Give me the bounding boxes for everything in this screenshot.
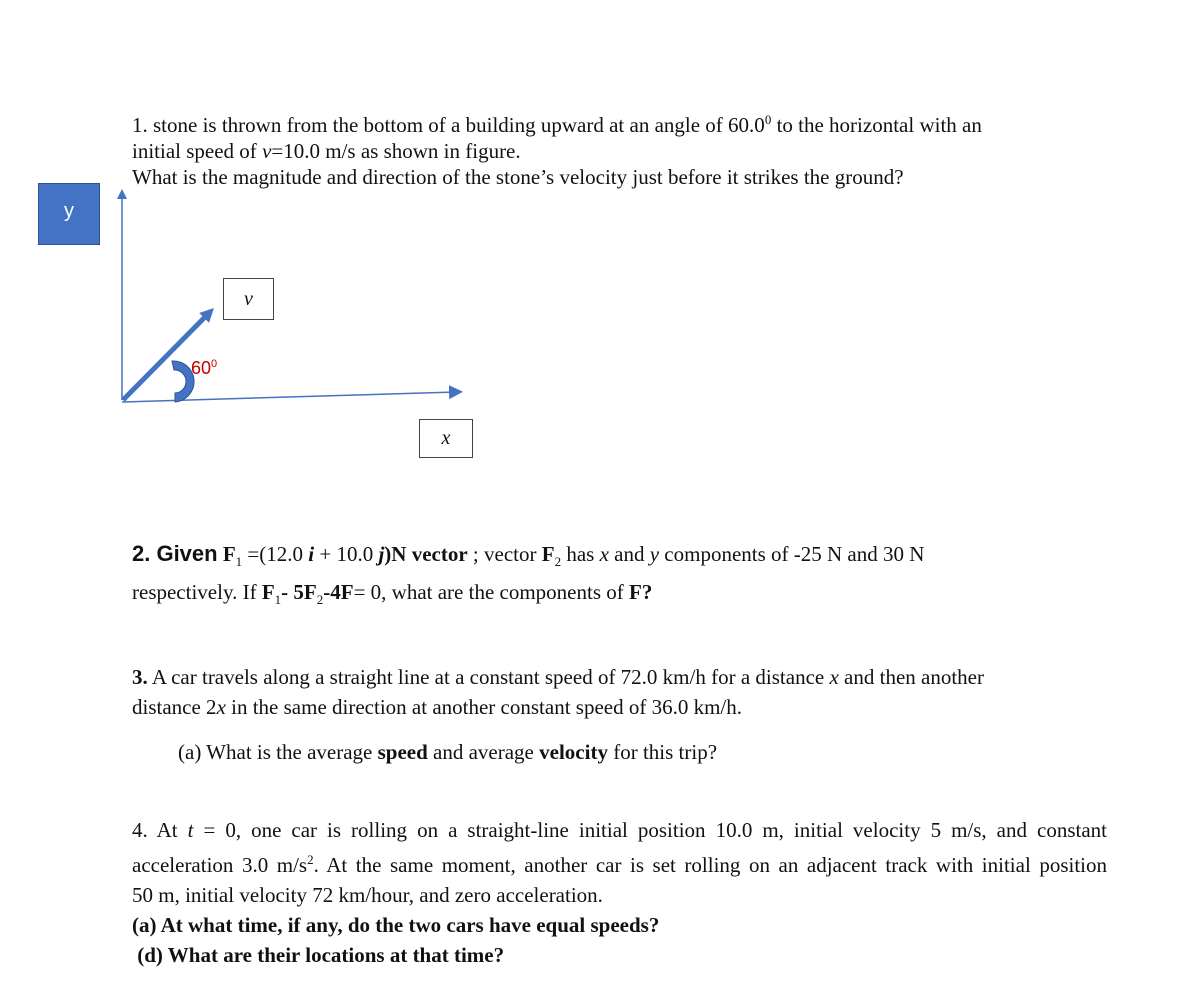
velocity-vector	[123, 313, 212, 400]
f2-subscript: 2	[554, 554, 562, 570]
q4-text: 4. At	[132, 818, 188, 842]
f1-symbol: F	[222, 542, 236, 566]
q3a-text: for this trip?	[607, 740, 718, 764]
velocity-term: velocity	[539, 740, 608, 764]
q3-line-1	[132, 662, 1132, 692]
q2-text: and	[608, 542, 650, 566]
q2-text: components of -25 N and 30 N	[659, 542, 925, 566]
q1-text: =10.0 m/s as shown in figure.	[271, 139, 521, 163]
q2-text: has	[561, 542, 600, 566]
q1-text: 1. stone is thrown from the bottom of a building upward at an angle of 60.0	[132, 113, 765, 137]
q4-text: . At the same moment, another car is set rolling on an adjacent track with initial position	[313, 853, 1107, 877]
f-final: F?	[629, 580, 653, 605]
eq-f: -4F	[323, 580, 354, 605]
q3-text: A car travels along a straight line at a constant speed of 72.0 km/h for a distance	[147, 665, 830, 689]
x-variable: x	[216, 695, 226, 719]
x-label-text: x	[441, 427, 451, 449]
q3a-text: and average	[427, 740, 540, 764]
q2-text: ; vector	[467, 542, 542, 566]
t-variable: t	[187, 818, 194, 842]
q2-text: respectively. If	[132, 580, 262, 605]
q2-text: + 10.0	[314, 542, 379, 566]
q4-part-d: (d) What are their locations at that time?	[132, 943, 505, 967]
velocity-label-box	[223, 278, 274, 320]
q2-number: 2. Given	[132, 541, 218, 566]
q4-text: acceleration 3.0 m/s	[132, 853, 308, 877]
q4-line-1	[132, 815, 1107, 845]
q3-text: in the same direction at another constant speed of 36.0 km/h.	[225, 695, 743, 719]
question-4	[132, 815, 1107, 970]
q3-number: 3.	[132, 665, 148, 689]
y-label-text: y	[64, 199, 74, 222]
squared-superscript: 2	[307, 852, 314, 867]
q4-line-2	[132, 845, 1107, 880]
y-axis-label	[38, 183, 100, 245]
v-label-text: v	[244, 287, 253, 310]
q4-part-a: (a) At what time, if any, do the two cars have equal speeds?	[132, 913, 660, 937]
q3-text: and then another	[838, 665, 984, 689]
q1-text: initial speed of	[132, 139, 263, 163]
q4-line-3: 50 m, initial velocity 72 km/hour, and zero acceleration.	[132, 883, 603, 907]
q2-vector-text: )N vector	[384, 542, 468, 566]
x-variable: x	[829, 665, 839, 689]
q1-question: What is the magnitude and direction of the stone’s velocity just before it strikes the ground?	[132, 165, 904, 189]
q3-text: distance 2	[132, 695, 217, 719]
angle-value: 60	[191, 358, 212, 378]
q2-text: =(12.0	[242, 542, 309, 566]
speed-term: speed	[377, 740, 428, 764]
eq-f1-subscript: 1	[274, 592, 282, 608]
y-variable: y	[649, 542, 660, 566]
q2-text: = 0, what are the components of	[353, 580, 629, 605]
question-3a	[178, 737, 717, 767]
x-variable: x	[599, 542, 609, 566]
question-2	[132, 538, 1132, 615]
q1-text: to the horizontal with an	[771, 113, 982, 137]
eq-f2: - 5F	[281, 580, 317, 605]
degree-superscript: 0	[764, 112, 772, 127]
angle-degree: 0	[211, 358, 218, 370]
eq-f1: F	[261, 580, 275, 605]
q3-line-2	[132, 692, 1132, 722]
q4-text: = 0, one car is rolling on a straight-line initial position 10.0 m, initial velocity 5 m/s, and constant	[193, 818, 1107, 842]
angle-label	[191, 358, 217, 379]
q2-line-1	[132, 538, 1132, 577]
question-3	[132, 662, 1132, 722]
q3a-text: (a) What is the average	[178, 740, 378, 764]
f2-symbol: F	[541, 542, 555, 566]
x-axis	[122, 392, 456, 402]
q2-line-2	[132, 577, 1132, 615]
f1-subscript: 1	[235, 554, 243, 570]
velocity-variable: v	[262, 139, 272, 163]
x-axis-label-box	[419, 419, 473, 458]
j-unit-vector: j	[378, 542, 385, 566]
eq-f2-subscript: 2	[316, 592, 324, 608]
i-unit-vector: i	[308, 542, 315, 566]
